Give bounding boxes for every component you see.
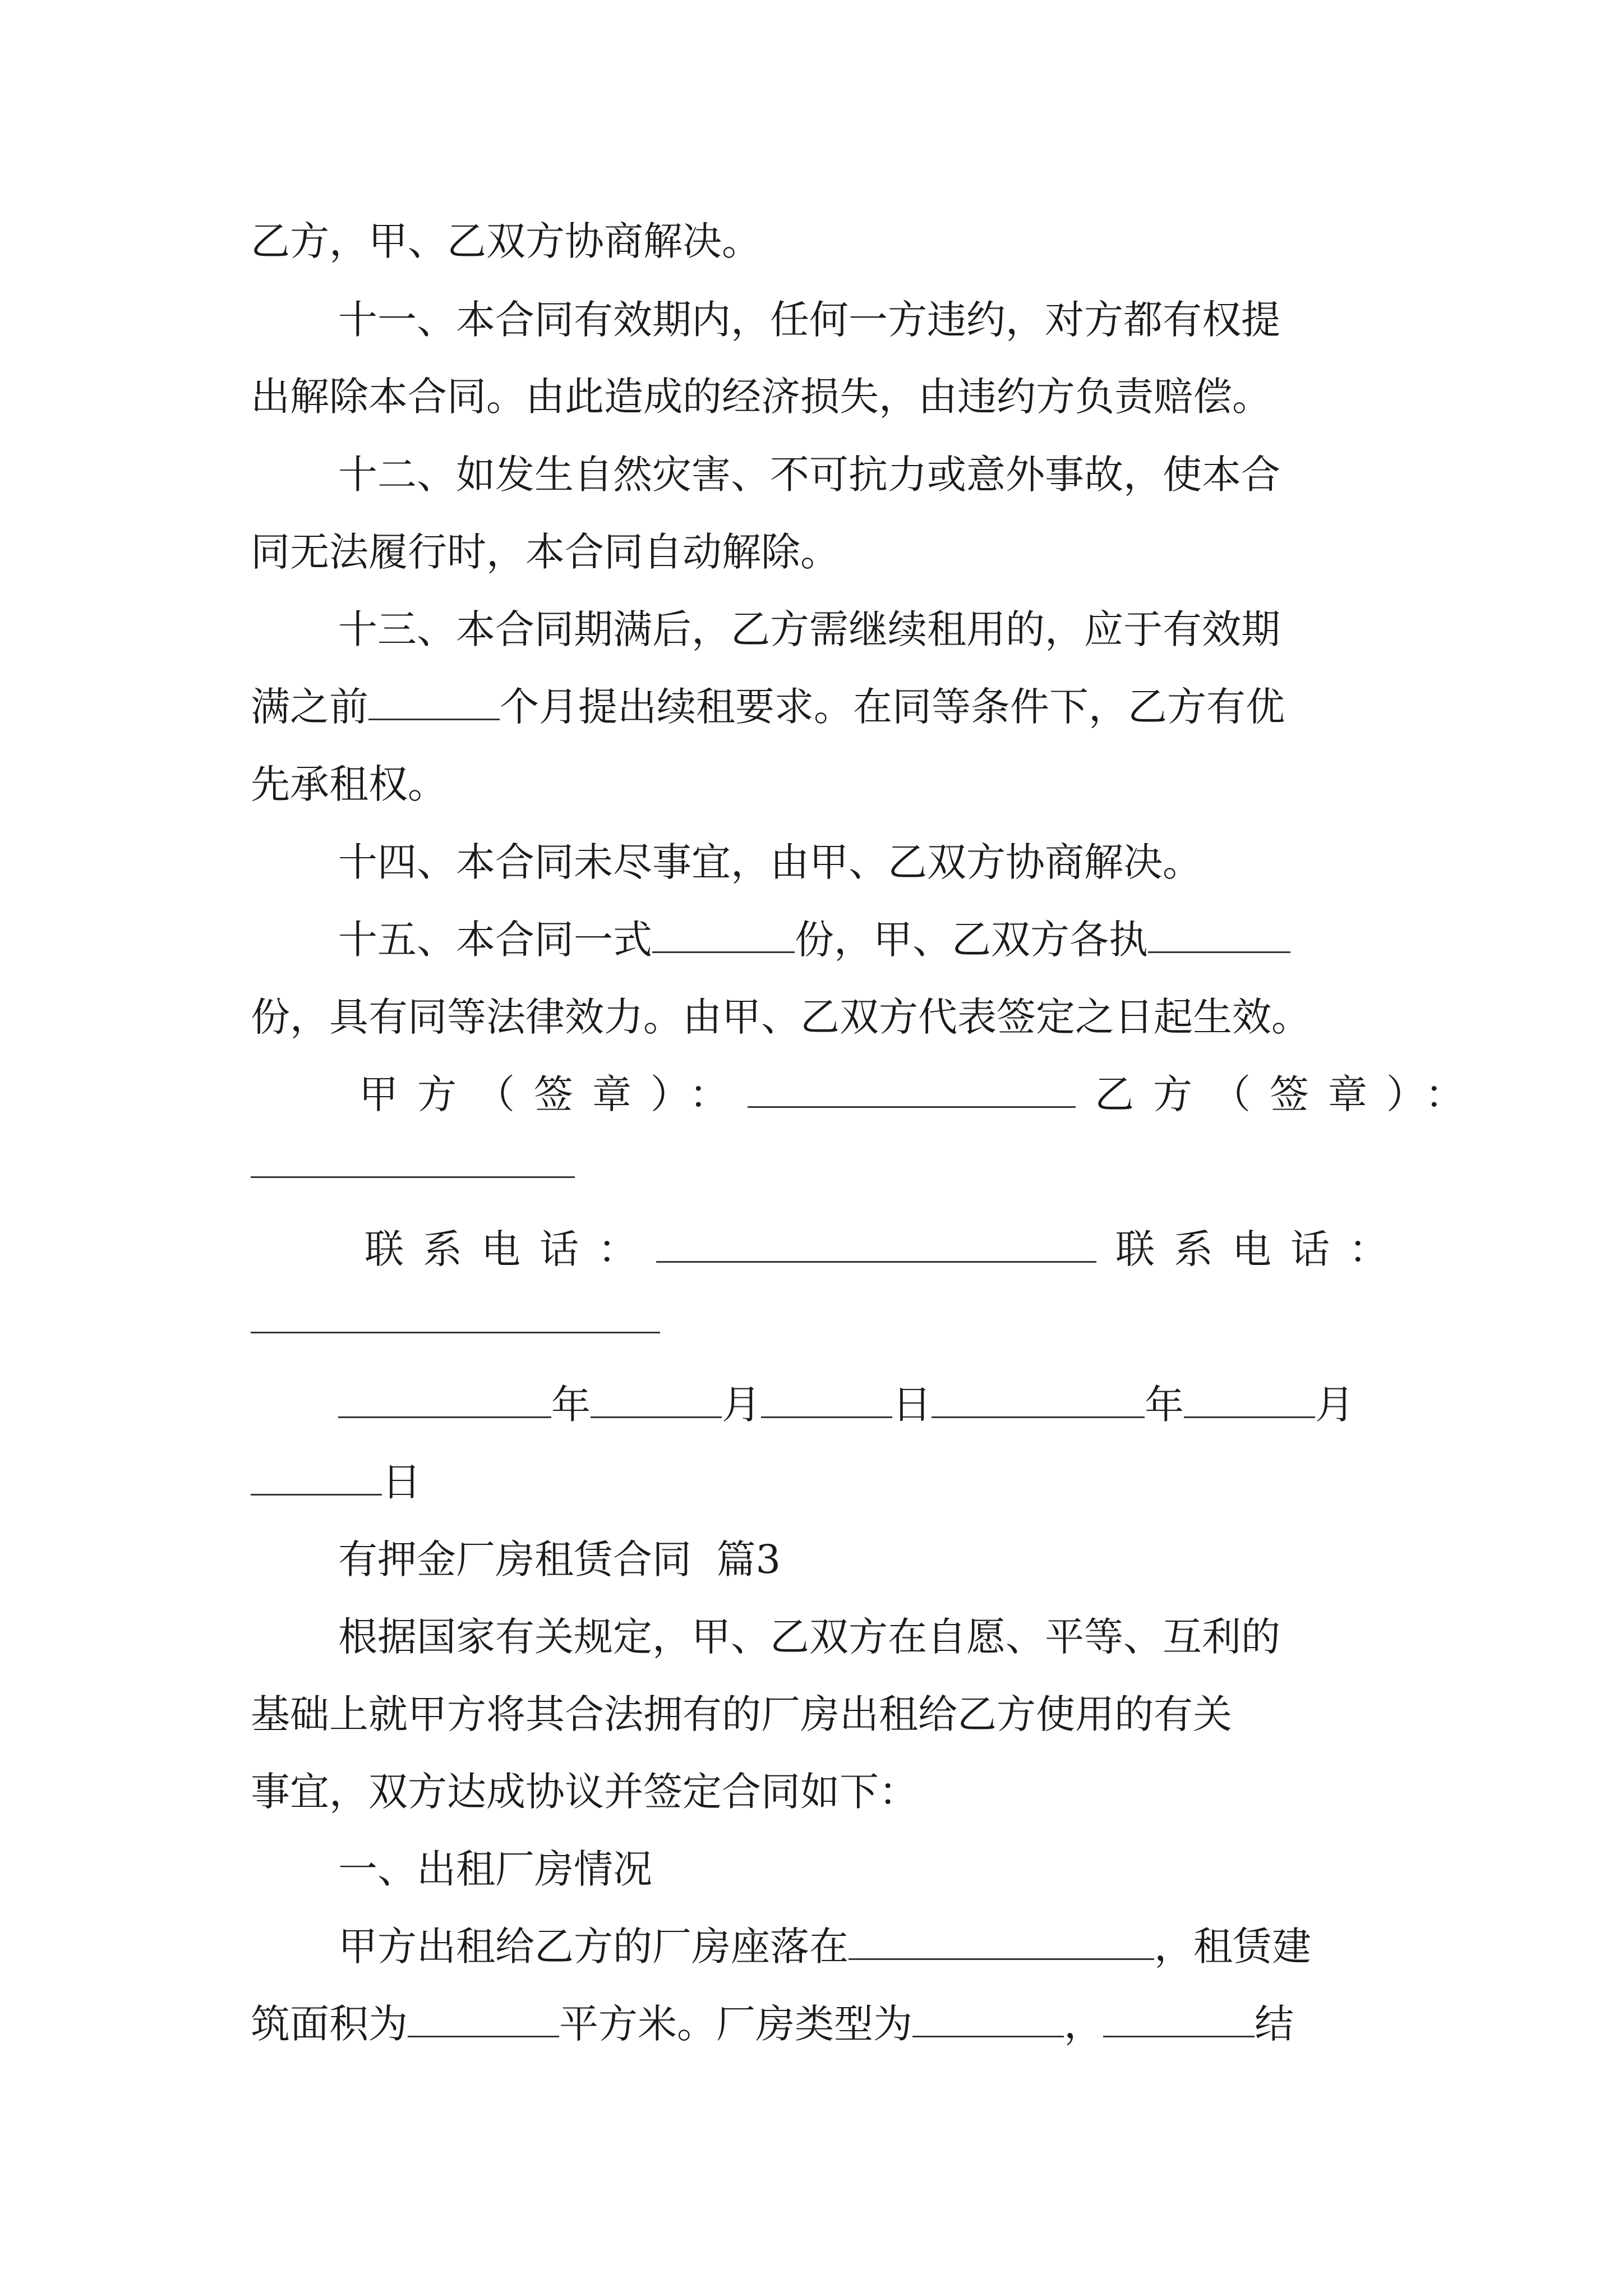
item-paragraph: 甲方出租给乙方的厂房座落在 ，租赁建 (338, 1918, 1623, 1975)
text-line: 筑面积为 平方米。厂房类型为 ， 结 (251, 1996, 1623, 2052)
text-line: 先承租权。 (251, 761, 447, 807)
type-field[interactable] (912, 1996, 1064, 2037)
party-a-signature-field[interactable] (748, 1067, 1076, 1108)
clause-eleven: 十一、本合同有效期内，任何一方违约，对方都有权提 (338, 297, 1280, 343)
clause-twelve: 十二、如发生自然灾害、不可抗力或意外事故，使本合 (338, 452, 1280, 498)
clause-fourteen: 十四、本合同未尽事宜，由甲、乙双方协商解决。 (338, 839, 1202, 885)
intro-paragraph: 根据国家有关规定，甲、乙双方在自愿、平等、互利的 (338, 1614, 1280, 1660)
month-field[interactable] (591, 1377, 722, 1418)
text-line: 满之前 个月提出续租要求。在同等条件下，乙方有优 (251, 679, 1623, 735)
phone-b-field[interactable] (251, 1332, 660, 1333)
text-line: 乙方，甲、乙双方协商解决。 (251, 218, 761, 264)
blank-field[interactable] (652, 912, 795, 953)
structure-field[interactable] (1103, 1996, 1255, 2037)
phone-a-field[interactable] (656, 1222, 1096, 1263)
text-line: 基础上就甲方将其合法拥有的厂房出租给乙方使用的有关 (251, 1691, 1232, 1737)
year-field[interactable] (338, 1377, 551, 1418)
month-field[interactable] (1184, 1377, 1315, 1418)
section-heading: 有押金厂房租赁合同 篇3 (338, 1536, 781, 1582)
clause-fifteen: 十五、本合同一式 份，甲、乙双方各执 (338, 912, 1623, 968)
signature-date-line: 年 月 日 年 月 (338, 1377, 1623, 1433)
text-line: 出解除本合同。由此造成的经济损失，由违约方负责赔偿。 (251, 374, 1271, 420)
party-b-signature-field[interactable] (251, 1176, 575, 1178)
text-line: 份，具有同等法律效力。由甲、乙双方代表签定之日起生效。 (251, 994, 1311, 1040)
text-line: 日 (251, 1454, 1623, 1510)
signature-party-line: 甲方（签章）： 乙方（签章）： (359, 1066, 1623, 1122)
text-line: 事宜，双方达成协议并签定合同如下： (251, 1769, 918, 1815)
blank-field[interactable] (1148, 912, 1290, 953)
text-line: 同无法履行时，本合同自动解除。 (251, 529, 840, 575)
day-field[interactable] (761, 1377, 892, 1418)
clause-thirteen: 十三、本合同期满后，乙方需继续租用的，应于有效期 (338, 606, 1280, 652)
item-title: 一、出租厂房情况 (338, 1846, 652, 1892)
location-field[interactable] (849, 1919, 1154, 1960)
area-field[interactable] (408, 1996, 559, 2037)
year-field[interactable] (932, 1377, 1145, 1418)
day-field[interactable] (251, 1455, 382, 1496)
signature-phone-line: 联系电话： 联系电话： (365, 1221, 1623, 1277)
blank-field[interactable] (368, 679, 500, 720)
